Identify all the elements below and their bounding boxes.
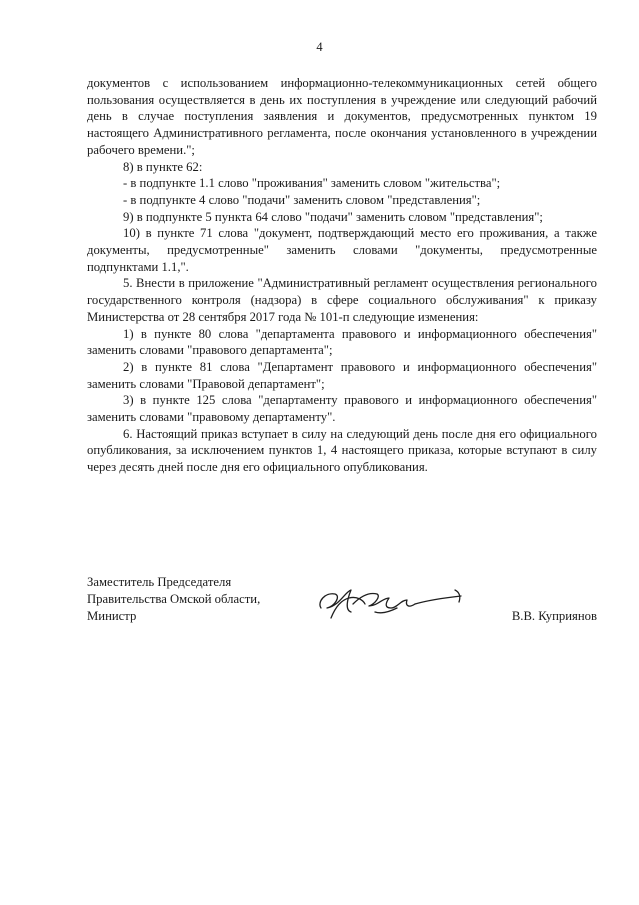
signature-block <box>87 574 597 644</box>
page-number: 4 <box>316 40 323 54</box>
signatory-name: В.В. Куприянов <box>511 609 597 623</box>
paragraph-item-9: 9) в подпункте 5 пункта 64 слово "подачи" заменить словом "представления"; <box>123 209 543 224</box>
signatory-position <box>87 574 327 625</box>
paragraph-section-5-item-3: 3) в пункте 125 слова "департаменту правового и информационного обеспечения" заменить словами "правовому департаменту". <box>87 393 597 425</box>
paragraph-item-8: 8) в пункте 62: <box>123 159 203 174</box>
paragraph-subitem-4: - в подпункте 4 слово "подачи" заменить словом "представления"; <box>123 192 481 207</box>
paragraph-continuation: документов с использованием информационно-телекоммуникационных сетей общего пользования осуществляется в день их поступления в учреждение или следующий рабочий день в случае поступления заявления и документов, предусмотренных пунктом 19 настоящего Административного регламента, после окончания установленного в учреждении рабочего времени."; <box>87 76 597 157</box>
paragraph-section-6: 6. Настоящий приказ вступает в силу на следующий день после дня его официального опубликования, за исключением пунктов 1, 4 настоящего приказа, которые вступают в силу через десять дней после дня его официального опубликования. <box>87 426 597 475</box>
signatory-position-line: Правительства Омской области, <box>87 592 261 606</box>
paragraph-section-5-item-2: 2) в пункте 81 слова "Департамент правового и информационного обеспечения" заменить словами "Правовой департамент"; <box>87 359 597 391</box>
paragraph-section-5: 5. Внести в приложение "Административный регламент осуществления регионального государственного контроля (надзора) в сфере социального обслуживания" к приказу Министерства от 28 сентября 2017 года № 101-п следующие изменения: <box>87 276 597 324</box>
signatory-position-line: Министр <box>87 609 137 623</box>
document-body <box>87 75 597 476</box>
handwritten-signature <box>311 578 471 624</box>
paragraph-item-10: 10) в пункте 71 слова "документ, подтверждающий место его проживания, а также документы, предусмотренные" заменить словами "документы, предусмотренные подпунктами 1.1,". <box>87 226 597 274</box>
paragraph-subitem-1-1: - в подпункте 1.1 слово "проживания" заменить словом "жительства"; <box>123 176 501 191</box>
signatory-position-line: Заместитель Председателя <box>87 575 232 589</box>
paragraph-section-5-item-1: 1) в пункте 80 слова "департамента правового и информационного обеспечения" заменить словами "правового департамента"; <box>87 326 597 358</box>
